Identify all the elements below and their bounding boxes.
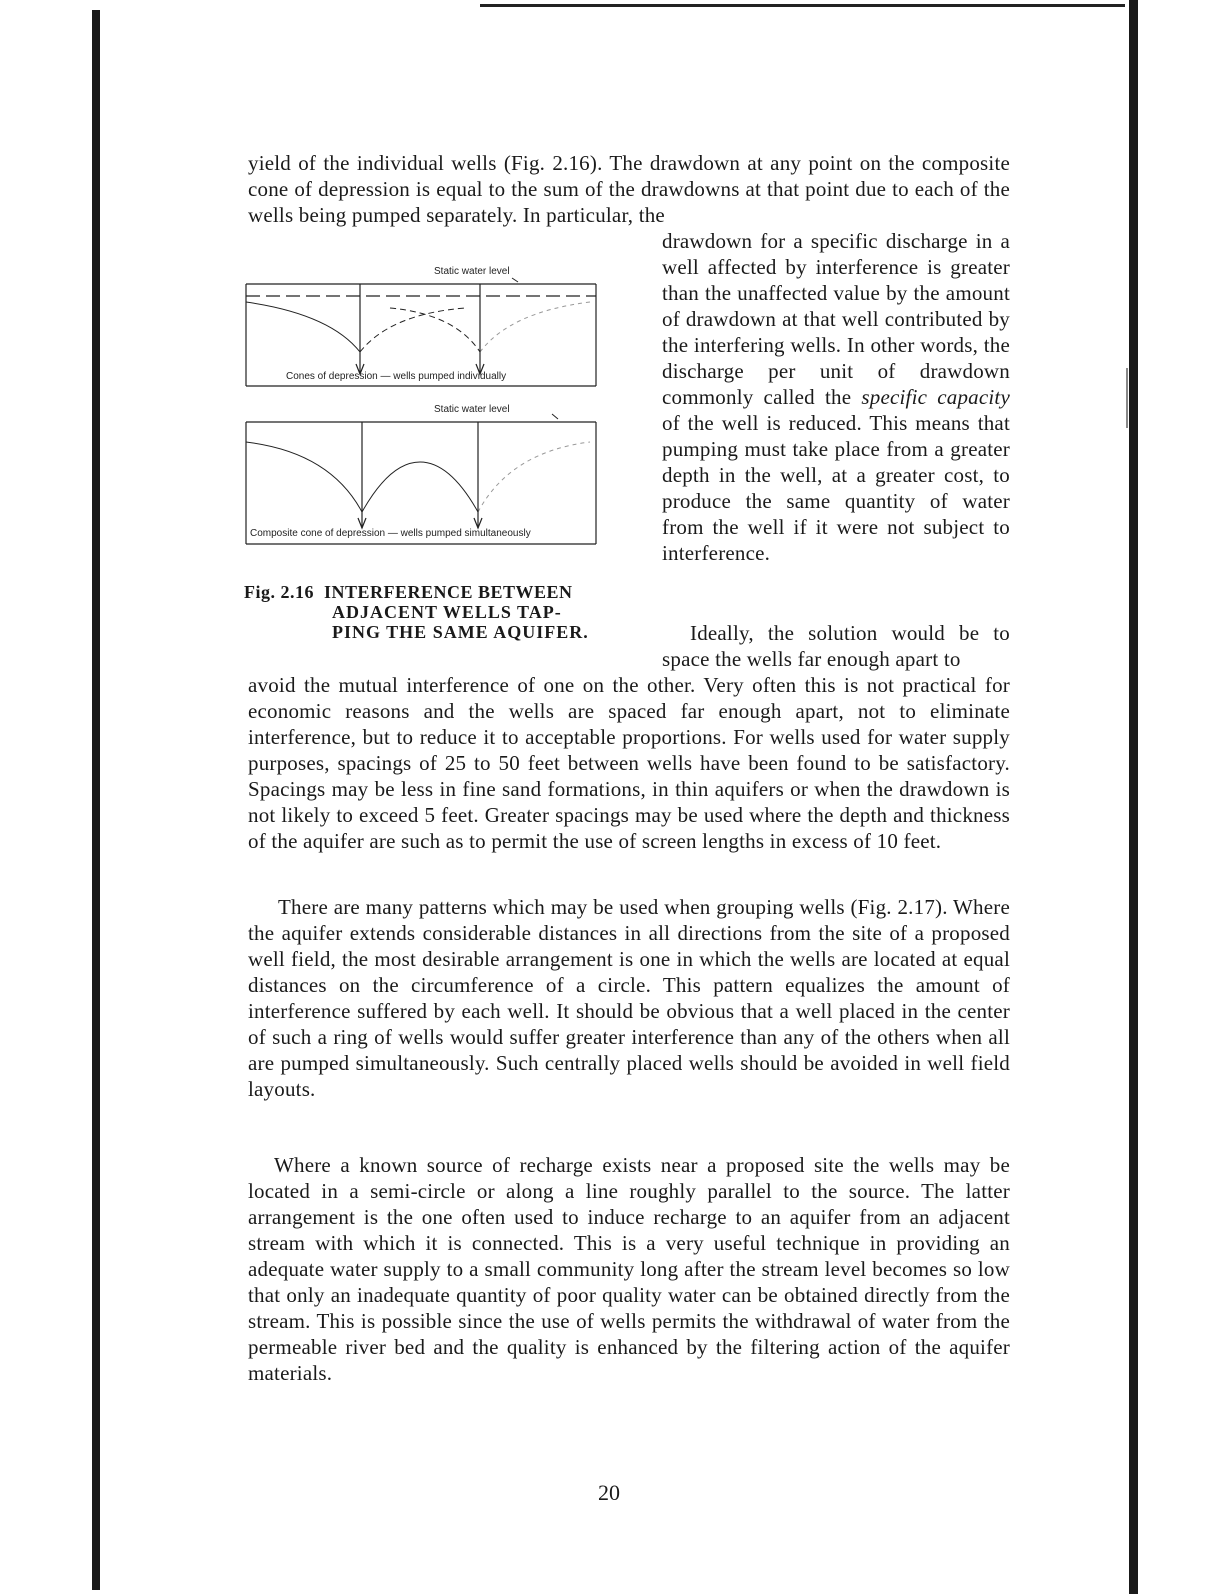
paragraph-2-full-width: avoid the mutual interference of one on the other. Very often this is not practical for economic reasons and the wells are spaced far enough apart, not to eliminate interference, but to reduce it to acceptable proportions. For wells used for water supply purposes, spacings of 25 to 50 feet between wells have been found to be satisfactory. Spacings may be less in fine sand formations, in thin aquifers or when the drawdown is not likely to exceed 5 feet. Greater spacings may be used where the depth and thickness of the aquifer are such as to permit the use of screen lengths in excess of 10 feet. [248, 673, 1010, 853]
interference-diagram [240, 262, 600, 552]
specific-capacity-term: specific capacity [861, 385, 1010, 409]
scan-edge-left [92, 10, 100, 1590]
paragraph-1-side-end: of the well is reduced. This means that pumping must take place from a greater depth in the well, at a greater cost, to produce the same quantity of water from the well if it were not subject to interference. [662, 411, 1010, 565]
top-cone-well-2-right [480, 302, 590, 352]
page-number: 20 [598, 1480, 620, 1505]
figure-caption-line-2: ADJACENT WELLS TAP- [332, 602, 562, 622]
bottom-static-water-level-label: Static water level [434, 404, 510, 415]
scan-edge-top [480, 4, 1125, 7]
composite-cone-middle [362, 462, 478, 512]
composite-cone-right [478, 442, 590, 512]
top-panel-caption: Cones of depression — wells pumped individually [286, 371, 507, 382]
paragraph-1-side-column [662, 228, 1010, 566]
bottom-level-marker [552, 414, 558, 419]
paragraph-1-side-text: drawdown for a specific discharge in a well affected by interference is greater than the unaffected value by the amount of drawdown at that well contributed by the interfering wells. In other words, the discharge per unit of drawdown commonly called the [662, 229, 1010, 409]
scan-edge-right [1129, 0, 1138, 1594]
paragraph-2-side-column: Ideally, the solution would be to space the wells far enough apart to [662, 621, 1010, 671]
top-cone-well-1-left [246, 302, 360, 352]
top-cone-well-2-left [390, 308, 480, 352]
top-static-water-level-label: Static water level [434, 266, 510, 277]
figure-caption-title-1: INTERFERENCE BETWEEN [324, 582, 573, 602]
paragraph-1-full-width: yield of the individual wells (Fig. 2.16). The drawdown at any point on the composite cone of depression is equal to the sum of the drawdowns at that point due to each of the wells being pumped separately. In particular, the [248, 151, 1010, 227]
composite-cone-left [246, 442, 362, 512]
figure-caption [244, 582, 604, 642]
figure-2-16 [240, 262, 600, 552]
bottom-panel [246, 414, 596, 544]
top-level-marker [512, 278, 518, 282]
scan-mark [1126, 368, 1128, 428]
top-panel [246, 278, 596, 386]
paragraph-4: Where a known source of recharge exists near a proposed site the wells may be located in a semi-circle or along a line roughly parallel to the source. The latter arrangement is the one often used to induce recharge to an aquifer from an adjacent stream with which it is connected. This is a very useful technique in providing an adequate water supply to a small community long after the stream level becomes so low that only an inadequate quantity of poor quality water can be obtained directly from the stream. This is possible since the use of wells permits the withdrawal of water from the permeable river bed and the quality is enhanced by the filtering action of the aquifer materials. [248, 1153, 1010, 1385]
figure-number: Fig. 2.16 [244, 582, 314, 602]
top-cone-well-1-right [360, 308, 465, 352]
figure-caption-line-1 [244, 582, 604, 602]
paragraph-3: There are many patterns which may be used when grouping wells (Fig. 2.17). Where the aquifer extends considerable distances in all directions from the site of a proposed well field, the most desirable arrangement is one in which the wells are located at equal distances on the circumference of a circle. This pattern equalizes the amount of interference suffered by each well. It should be obvious that a well placed in the center of such a ring of wells would suffer greater interference than any of the others when all are pumped simultaneously. Such centrally placed wells should be avoided in well field layouts. [248, 895, 1010, 1101]
figure-caption-line-3: PING THE SAME AQUIFER. [332, 622, 589, 642]
bottom-panel-caption: Composite cone of depression — wells pumped simultaneously [250, 528, 531, 539]
